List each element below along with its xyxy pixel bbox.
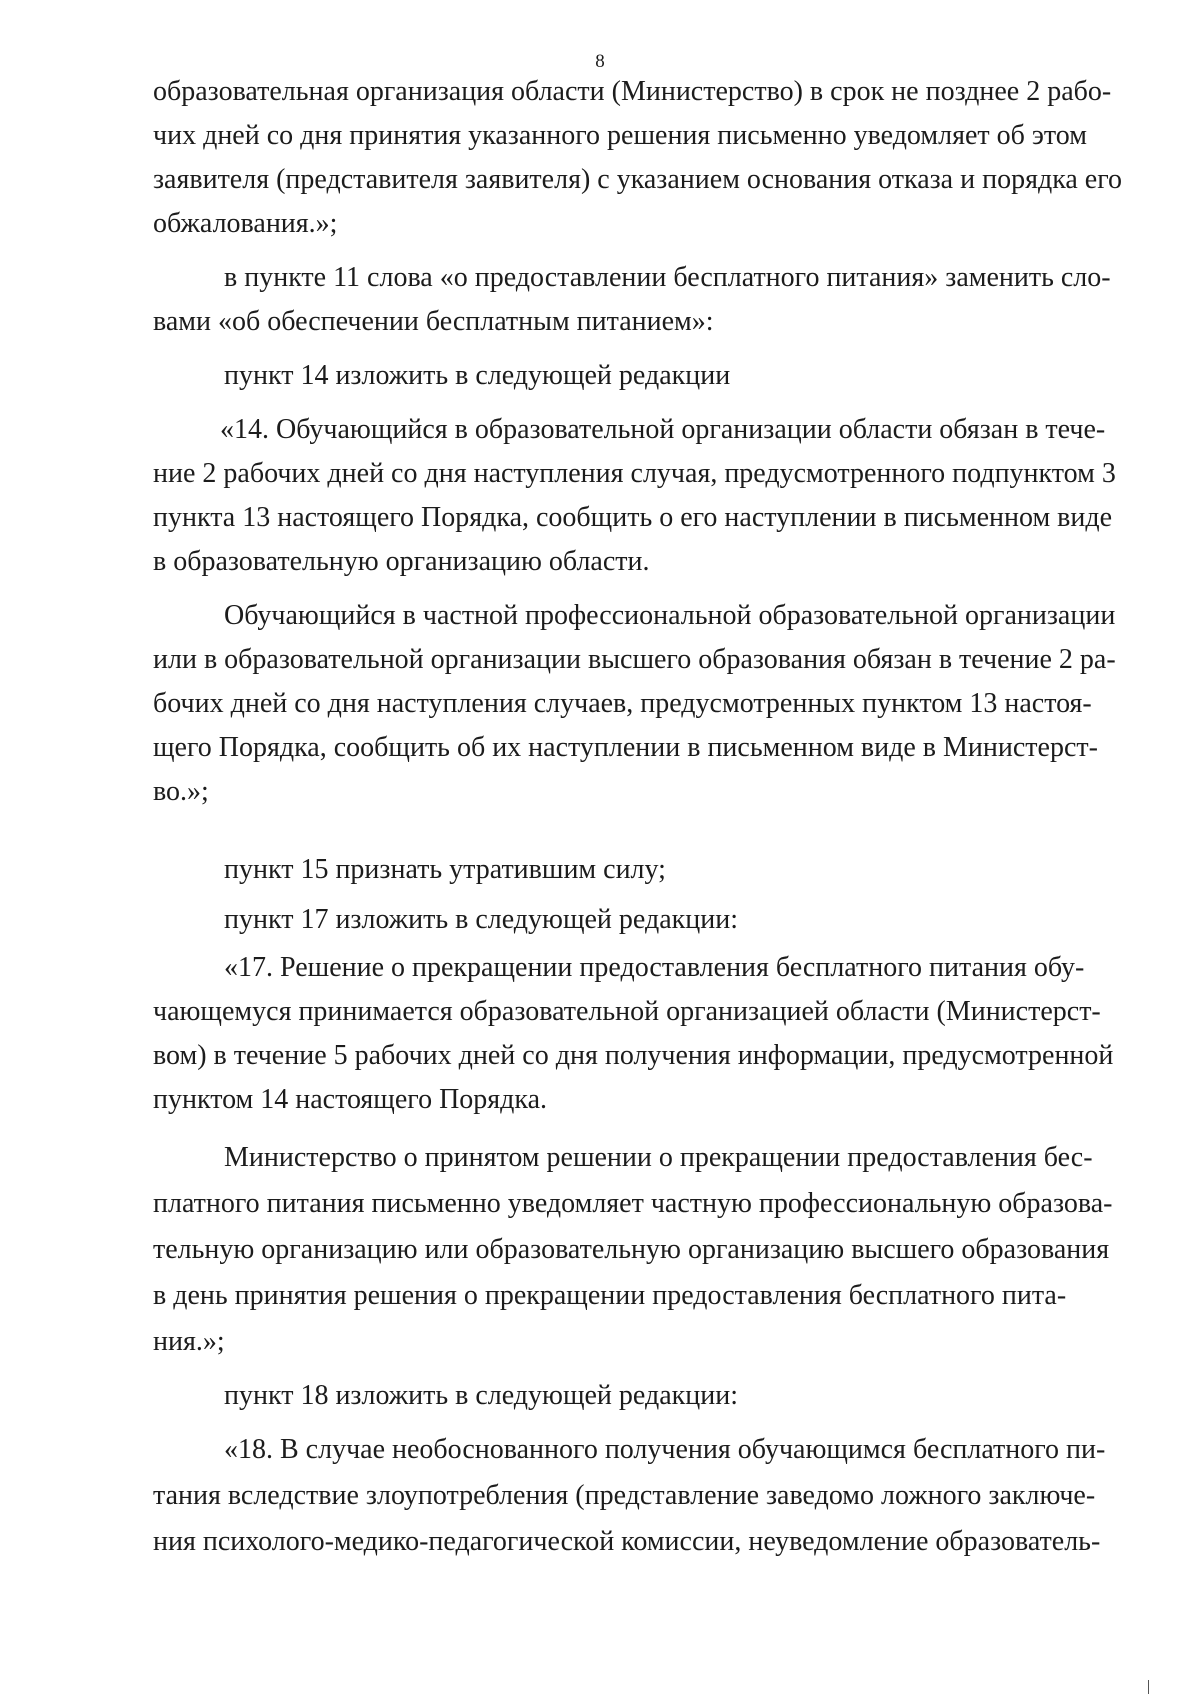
- text-line-content: обжалования.»;: [153, 208, 338, 239]
- text-line-content: ние 2 рабочих дней со дня наступления случая, предусмотренного подпунктом 3: [153, 458, 1116, 489]
- text-line-content: ния.»;: [153, 1326, 225, 1357]
- scan-artifact-mark: [1148, 1680, 1149, 1694]
- text-line-content: бочих дней со дня наступления случаев, предусмотренных пунктом 13 настоя-: [153, 688, 1092, 719]
- text-line-content: тания вследствие злоупотребления (представление заведомо ложного заключе-: [153, 1480, 1096, 1511]
- text-line-content: «17. Решение о прекращении предоставления бесплатного питания обу-: [224, 952, 1085, 983]
- text-line-content: пункт 15 признать утратившим силу;: [224, 854, 666, 885]
- text-line-content: или в образовательной организации высшего образования обязан в течение 2 ра-: [153, 644, 1116, 675]
- text-line-content: в день принятия решения о прекращении предоставления бесплатного пита-: [153, 1280, 1067, 1311]
- text-line-content: щего Порядка, сообщить об их наступлении в письменном виде в Министерст-: [153, 732, 1098, 763]
- text-line-content: пункта 13 настоящего Порядка, сообщить о его наступлении в письменном виде: [153, 502, 1113, 533]
- text-line-content: во.»;: [153, 776, 209, 807]
- text-line-content: пункт 18 изложить в следующей редакции:: [224, 1380, 738, 1411]
- text-line-content: тельную организацию или образовательную организацию высшего образования: [153, 1234, 1110, 1265]
- text-line-content: вами «об обеспечении бесплатным питанием»:: [153, 306, 714, 337]
- text-line-content: платного питания письменно уведомляет частную профессиональную образова-: [153, 1188, 1113, 1219]
- text-line-content: пункт 14 изложить в следующей редакции: [224, 360, 731, 391]
- text-line-content: заявителя (представителя заявителя) с указанием основания отказа и порядка его: [153, 164, 1123, 195]
- text-line-content: Обучающийся в частной профессиональной образовательной организации: [224, 600, 1116, 631]
- page-number: 8: [595, 51, 605, 72]
- text-line-content: в пункте 11 слова «о предоставлении бесплатного питания» заменить сло-: [224, 262, 1111, 293]
- text-line-content: образовательная организация области (Министерство) в срок не позднее 2 рабо-: [153, 76, 1112, 107]
- text-line-content: в образовательную организацию области.: [153, 546, 650, 577]
- text-line-content: вом) в течение 5 рабочих дней со дня получения информации, предусмотренной: [153, 1040, 1114, 1071]
- text-line-content: чающемуся принимается образовательной организацией области (Министерст-: [153, 996, 1101, 1027]
- text-line-content: «14. Обучающийся в образовательной организации области обязан в тече-: [220, 414, 1106, 445]
- text-line-content: ния психолого-медико-педагогической комиссии, неуведомление образователь-: [153, 1526, 1101, 1557]
- text-line-content: Министерство о принятом решении о прекращении предоставления бес-: [224, 1142, 1093, 1173]
- text-line-content: пунктом 14 настоящего Порядка.: [153, 1084, 548, 1115]
- text-line-content: чих дней со дня принятия указанного решения письменно уведомляет об этом: [153, 120, 1087, 151]
- text-line-content: пункт 17 изложить в следующей редакции:: [224, 904, 738, 935]
- text-line-content: «18. В случае необоснованного получения обучающимся бесплатного пи-: [224, 1434, 1106, 1465]
